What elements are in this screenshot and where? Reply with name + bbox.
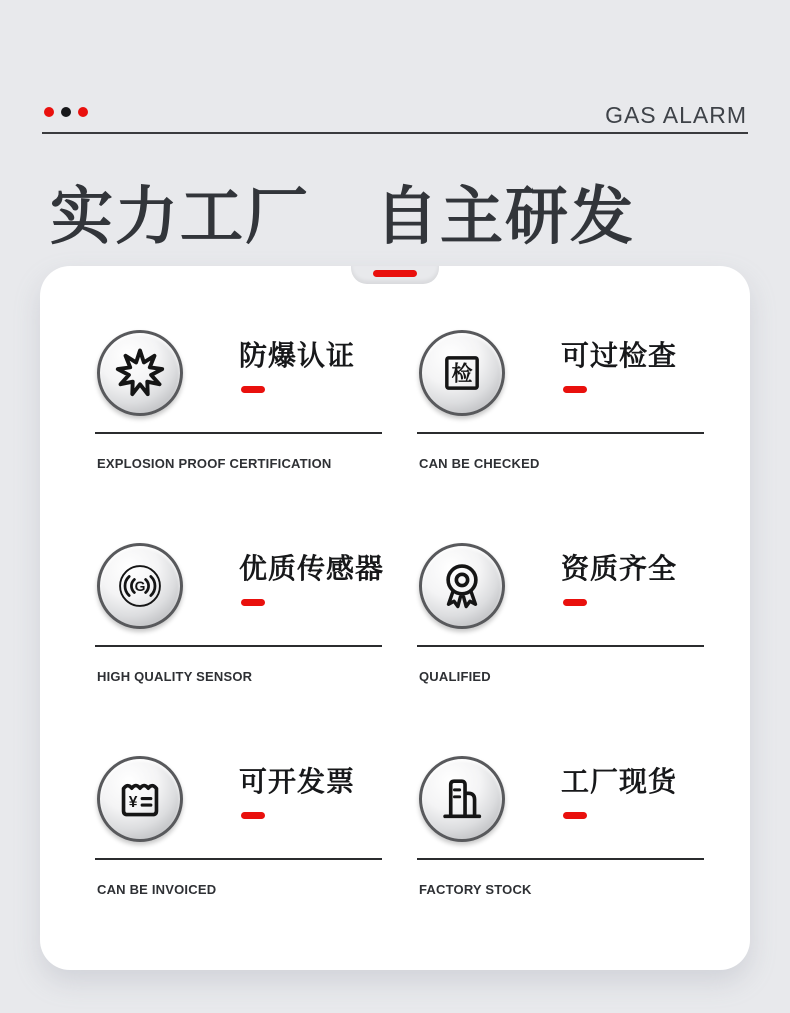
feature-red-dash — [563, 599, 587, 606]
feature-divider — [417, 645, 704, 647]
invoice-receipt-icon — [97, 756, 183, 842]
feature-divider — [95, 432, 382, 434]
section-title: 实力工厂 自主研发 — [50, 182, 635, 252]
feature-item — [417, 543, 704, 703]
feature-divider — [417, 858, 704, 860]
feature-red-dash — [241, 599, 265, 606]
header-divider — [42, 132, 748, 134]
feature-divider — [95, 858, 382, 860]
factory-buildings-icon — [419, 756, 505, 842]
feature-item — [95, 543, 385, 703]
feature-title: 防爆认证 — [239, 340, 356, 371]
feature-title: 资质齐全 — [561, 553, 678, 584]
feature-divider — [417, 432, 704, 434]
feature-red-dash — [563, 812, 587, 819]
feature-item — [95, 330, 382, 490]
feature-red-dash — [241, 386, 265, 393]
feature-title: 工厂现货 — [561, 766, 678, 797]
dot-black-icon — [61, 107, 71, 117]
dot-red-icon — [44, 107, 54, 117]
gas-sensor-signal-icon — [97, 543, 183, 629]
feature-caption: FACTORY STOCK — [419, 882, 532, 897]
notch-red-dash — [373, 270, 417, 277]
medal-qualification-icon — [419, 543, 505, 629]
feature-caption: QUALIFIED — [419, 669, 491, 684]
feature-red-dash — [241, 812, 265, 819]
feature-caption: CAN BE INVOICED — [97, 882, 217, 897]
inspection-stamp-icon — [419, 330, 505, 416]
brand-dots — [44, 107, 88, 117]
feature-caption: EXPLOSION PROOF CERTIFICATION — [97, 456, 332, 471]
feature-item — [417, 330, 704, 490]
feature-item — [417, 756, 704, 916]
feature-caption: CAN BE CHECKED — [419, 456, 540, 471]
yuan-glyph: ¥ — [128, 794, 138, 812]
feature-red-dash — [563, 386, 587, 393]
feature-title: 优质传感器 — [239, 553, 385, 584]
feature-card — [40, 266, 750, 970]
feature-title: 可开发票 — [239, 766, 356, 797]
card-notch — [351, 266, 439, 284]
feature-caption: HIGH QUALITY SENSOR — [97, 669, 253, 684]
explosion-burst-icon — [97, 330, 183, 416]
feature-item — [95, 756, 382, 916]
dot-red-icon — [78, 107, 88, 117]
feature-title: 可过检查 — [561, 340, 678, 371]
inspection-glyph: 检 — [451, 362, 473, 386]
sensor-glyph: G — [134, 577, 146, 594]
brand-text: GAS ALARM — [605, 102, 747, 128]
feature-divider — [95, 645, 382, 647]
